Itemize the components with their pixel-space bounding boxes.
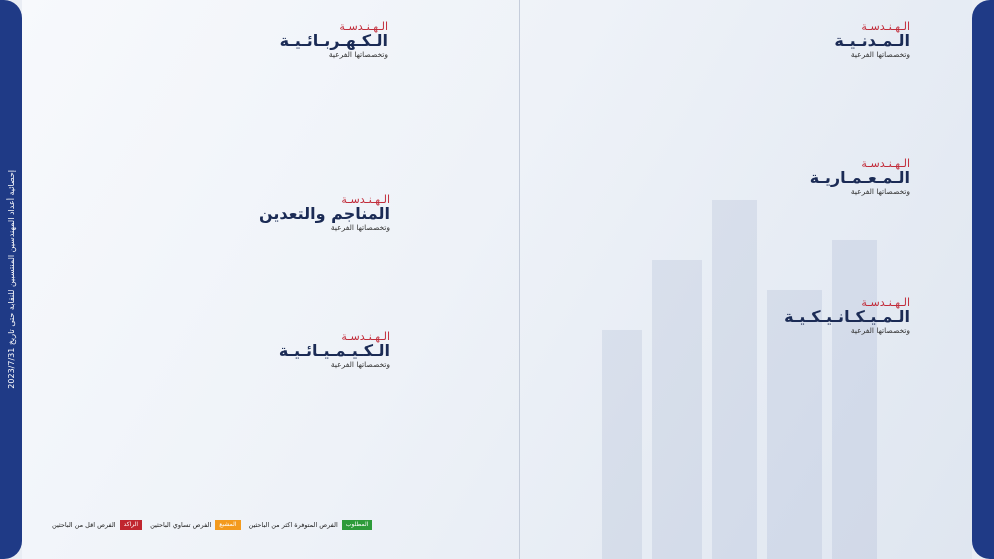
legend-swatch: المطلوب	[342, 520, 373, 530]
side-label-text: إحصائية أعداد المهندسين المنتسبين للنقابة حتى تاريخ 2023/7/31	[6, 170, 16, 389]
legend-swatch: المشبع	[215, 520, 240, 530]
arch-title-block	[810, 157, 910, 196]
right-frame	[972, 0, 994, 559]
title-word1: الـهـنـدسـة	[861, 157, 910, 170]
column-divider	[519, 0, 520, 559]
side-date-label	[1, 0, 21, 559]
legend-description: الفرص اقل من الباحثين	[52, 521, 116, 529]
title-word1: الـهـنـدسـة	[861, 296, 910, 309]
section-title: الـمـيـكـانـيـكـيـة	[784, 307, 910, 326]
mining-title-block	[259, 193, 390, 232]
section-subtitle: وتخصصاتها الفرعية	[850, 326, 910, 335]
section-title: الـكـهـربـائـيـة	[279, 31, 388, 50]
civil-title-block	[834, 20, 910, 59]
title-word1: الـهـنـدسـة	[861, 20, 910, 33]
section-title: الـكـيـمـيـائـيـة	[278, 341, 390, 360]
section-subtitle: وتخصصاتها الفرعية	[330, 360, 390, 369]
legend-item	[52, 520, 142, 530]
city-skyline-graphic	[582, 180, 912, 559]
title-word1: الـهـنـدسـة	[341, 193, 390, 206]
elec-title-block	[280, 20, 388, 59]
section-title: المناجم والتعدين	[258, 204, 390, 223]
content-sheet	[22, 0, 972, 559]
legend-swatch: الراكد	[120, 520, 142, 530]
section-subtitle: وتخصصاتها الفرعية	[850, 50, 910, 59]
section-subtitle: وتخصصاتها الفرعية	[850, 187, 910, 196]
section-title: الـمـدنـيـة	[834, 31, 910, 50]
legend-item	[150, 520, 240, 530]
legend-item	[249, 520, 373, 530]
title-word1: الـهـنـدسـة	[339, 20, 388, 33]
chem-title-block	[279, 330, 390, 369]
mech-title-block	[784, 296, 910, 335]
section-title: الـمـعـمـاريـة	[809, 168, 910, 187]
legend-description: الفرص تساوي الباحثين	[150, 521, 212, 529]
legend-description: الفرص المتوفرة اكثر من الباحثين	[248, 521, 338, 529]
section-subtitle: وتخصصاتها الفرعية	[330, 223, 390, 232]
section-subtitle: وتخصصاتها الفرعية	[328, 50, 388, 59]
status-legend	[52, 520, 372, 530]
title-word1: الـهـنـدسـة	[341, 330, 390, 343]
